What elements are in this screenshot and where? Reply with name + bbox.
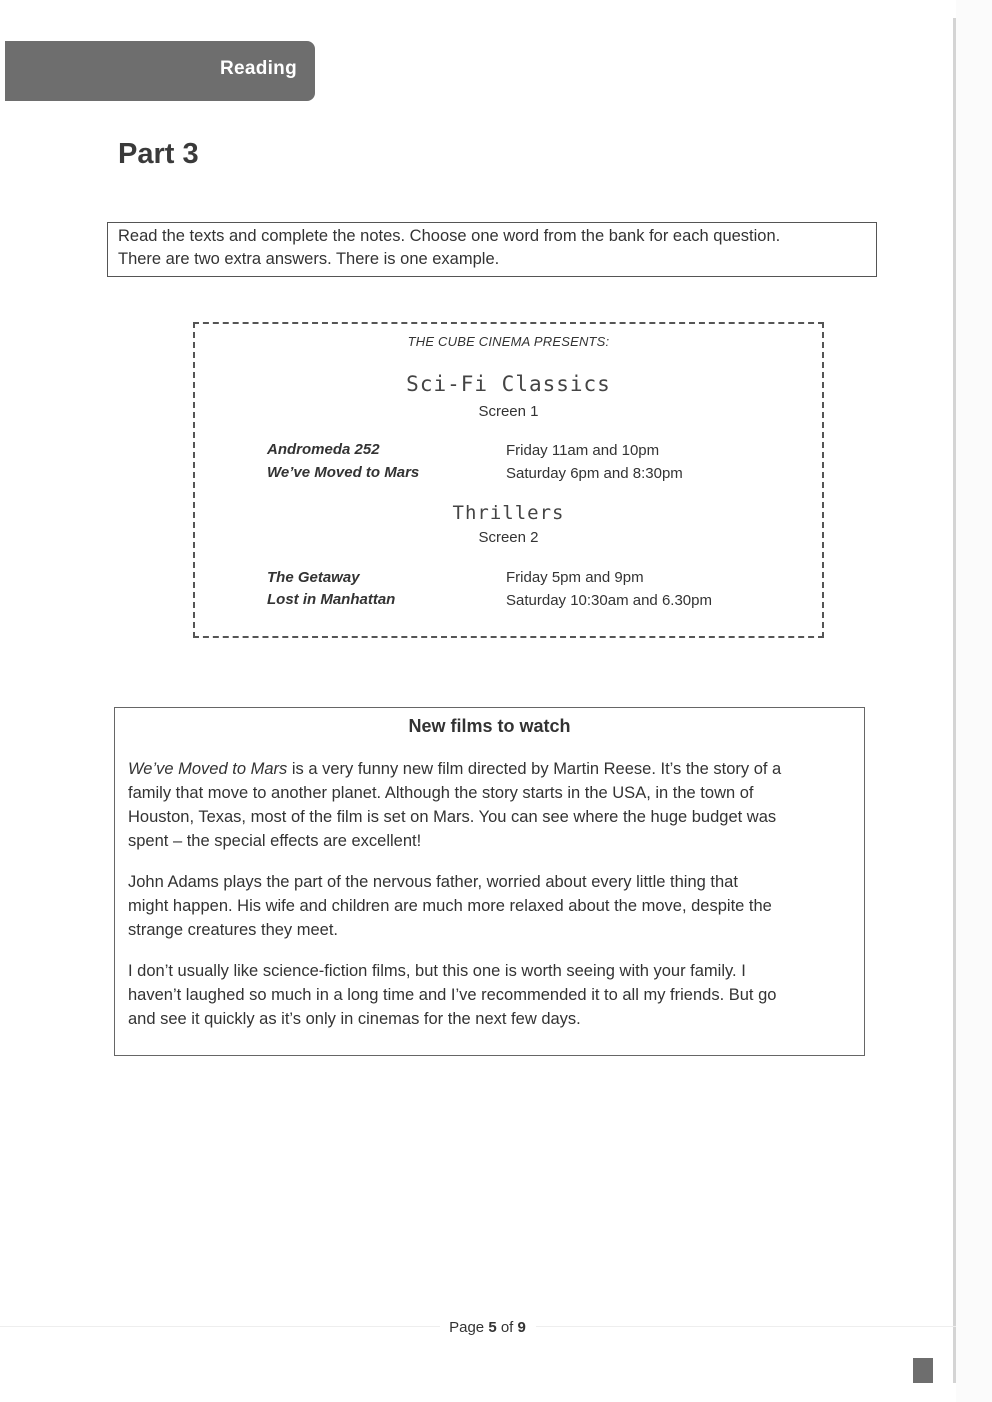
review-line: John Adams plays the part of the nervous father, worried about every little thing that — [128, 873, 738, 891]
page-word: Page — [449, 1319, 485, 1336]
instructions-line: There are two extra answers. There is one example. — [118, 250, 500, 268]
review-title: New films to watch — [408, 716, 571, 736]
review-line: and see it quickly as it’s only in cinemas for the next few days. — [128, 1010, 581, 1028]
showtime: Friday 5pm and 9pm — [506, 569, 644, 586]
showtime: Friday 11am and 10pm — [506, 442, 660, 459]
review-line: family that move to another planet. Although the story starts in the USA, in the town of — [128, 784, 754, 802]
page-edge-shade — [956, 0, 992, 1402]
section-tab-label: Reading — [219, 58, 297, 79]
page-total: 9 — [517, 1319, 526, 1336]
instructions-line: Read the texts and complete the notes. Choose one word from the bank for each question. — [118, 227, 781, 245]
review-line: Houston, Texas, most of the film is set on Mars. You can see where the huge budget was — [128, 808, 777, 826]
film-title: Andromeda 252 — [267, 441, 380, 458]
page-edge-line — [953, 18, 956, 1383]
part-title: Part 3 — [118, 138, 199, 170]
review-line: spent – the special effects are excellent! — [128, 832, 422, 850]
category-title: Sci-Fi Classics — [406, 372, 611, 396]
film-title: We’ve Moved to Mars — [267, 464, 420, 481]
page-of-word: of — [500, 1319, 514, 1336]
review-line: We’ve Moved to Mars is a very funny new film directed by Martin Reese. It’s the story of a — [128, 760, 782, 778]
showtime: Saturday 6pm and 8:30pm — [506, 465, 683, 482]
instructions-box — [107, 222, 877, 277]
category-title: Thrillers — [452, 502, 565, 524]
poster-presents: THE CUBE CINEMA PRESENTS: — [407, 334, 610, 349]
review-box — [114, 707, 865, 1056]
showtime: Saturday 10:30am and 6.30pm — [506, 592, 712, 609]
page-current: 5 — [488, 1319, 497, 1336]
page-footer — [0, 1319, 975, 1336]
review-paragraph — [128, 757, 856, 853]
review-line: I don’t usually like science-fiction films, but this one is worth seeing with your family. I — [128, 962, 746, 980]
screen-label: Screen 2 — [478, 529, 539, 546]
review-paragraph — [128, 870, 856, 942]
corner-marker — [913, 1358, 933, 1383]
review-line: might happen. His wife and children are much more relaxed about the move, despite the — [128, 897, 772, 915]
review-line: haven’t laughed so much in a long time and I’ve recommended it to all my friends. But go — [128, 986, 777, 1004]
cinema-poster — [193, 322, 824, 638]
screen-label: Screen 1 — [478, 403, 539, 420]
section-tab — [5, 41, 315, 101]
film-title-inline: We’ve Moved to Mars — [128, 760, 288, 778]
review-line: strange creatures they meet. — [128, 921, 339, 939]
review-paragraph — [128, 959, 856, 1031]
film-title: Lost in Manhattan — [267, 591, 396, 608]
film-title: The Getaway — [267, 569, 360, 586]
